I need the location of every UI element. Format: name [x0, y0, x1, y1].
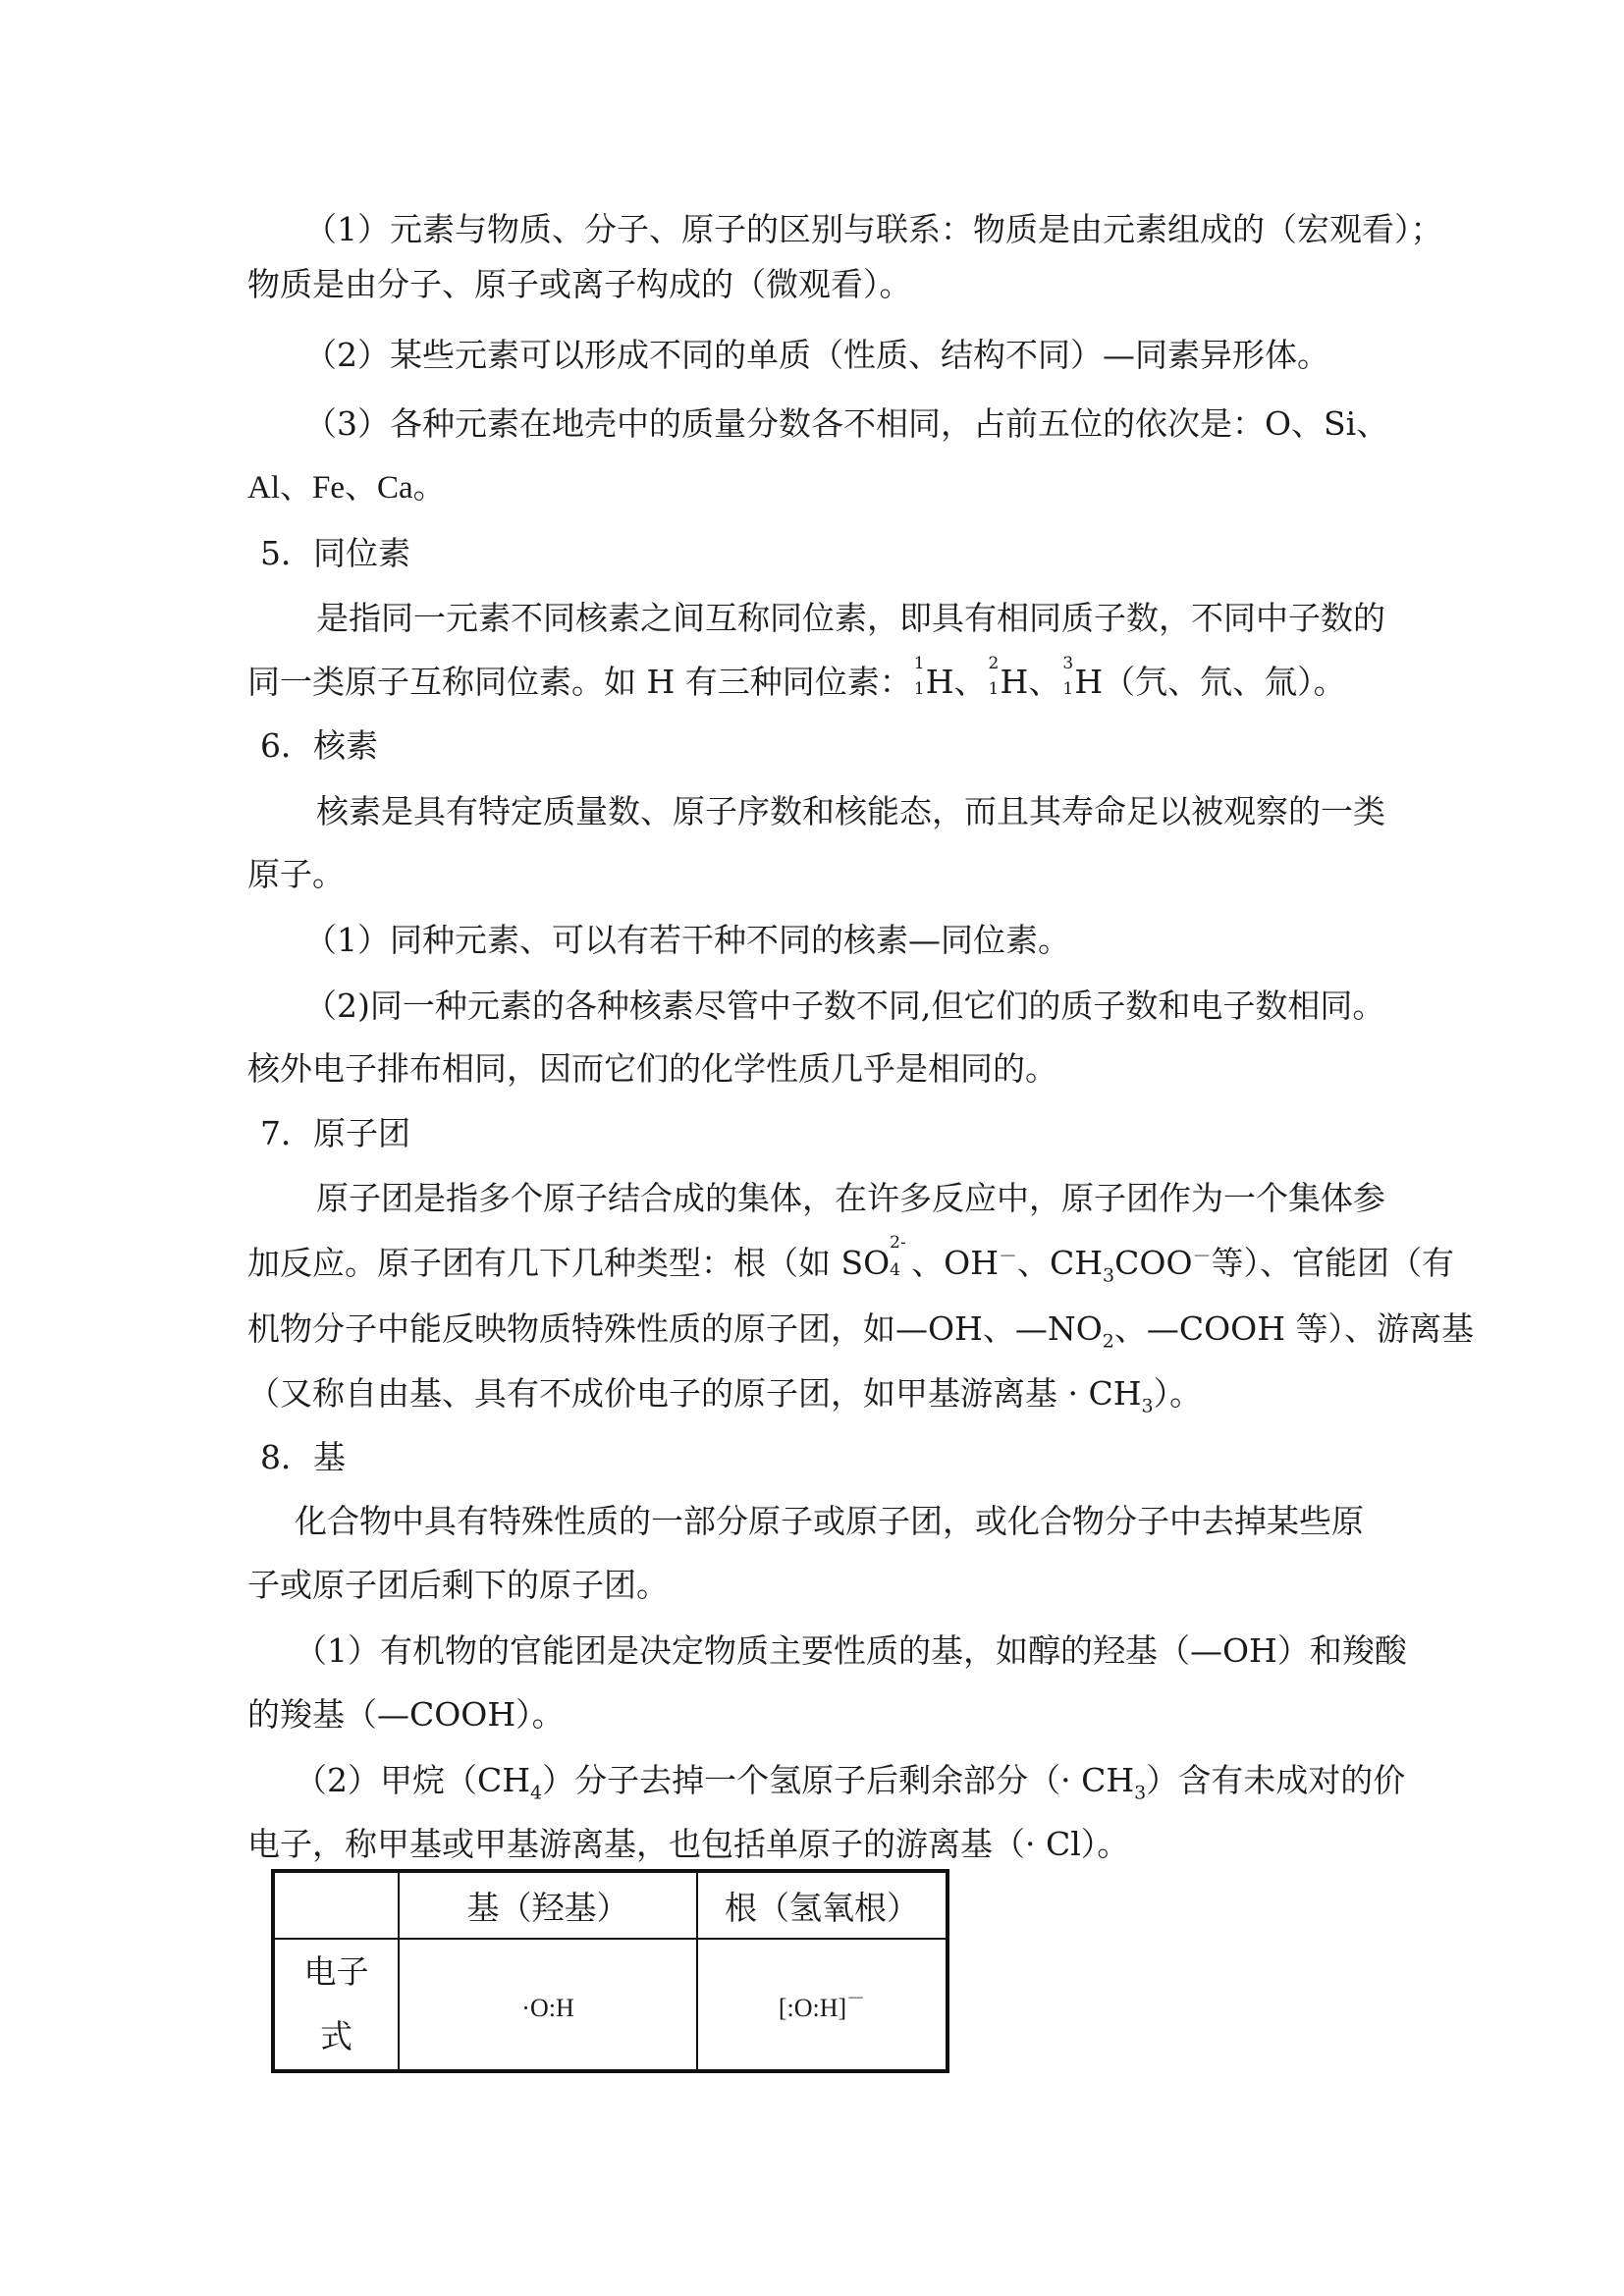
ion-charge: － [999, 1246, 1018, 1267]
paragraph-line: （3）各种元素在地壳中的质量分数各不相同，占前五位的依次是：O、Si、 [304, 404, 1389, 443]
paragraph-line: Al、Fe、Ca。 [247, 470, 446, 506]
paragraph-line: （1）元素与物质、分子、原子的区别与联系：物质是由元素组成的（宏观看）； [304, 210, 1443, 248]
paragraph-line: （2)同一种元素的各种核素尽管中子数不同,但它们的质子数和电子数相同。 [304, 987, 1385, 1025]
ion-charge: － [1192, 1246, 1212, 1267]
text-run: H、 [925, 663, 987, 701]
text-run: 、OH [911, 1244, 999, 1282]
atomic-number: 1 [988, 679, 1000, 699]
paragraph-line: 核素是具有特定质量数、原子序数和核能态，而且其寿命足以被观察的一类 [316, 792, 1385, 830]
isotope-notation [987, 654, 1001, 699]
text-run: H（氕、氘、氚）。 [1074, 663, 1346, 701]
section-heading: 5．同位素 [260, 534, 410, 572]
paragraph-line: 子或原子团后剩下的原子团。 [247, 1566, 669, 1604]
row-label-line: 电子 [303, 1952, 369, 1991]
atomic-number: 1 [913, 679, 925, 699]
mass-number: 1 [913, 654, 925, 673]
section-heading: 6．核素 [260, 726, 378, 765]
ion-notation [890, 1233, 911, 1280]
hydroxyl-electron-formula [399, 1939, 697, 2071]
table-row-label [273, 1939, 399, 2071]
paragraph-line: （1）有机物的官能团是决定物质主要性质的基，如醇的羟基（—OH）和羧酸 [295, 1631, 1407, 1670]
table-header-hydroxyl: 基（羟基） [399, 1871, 697, 1939]
section-heading: 7．原子团 [260, 1114, 410, 1152]
paragraph-line: 是指同一元素不同核素之间互称同位素，即具有相同质子数，不同中子数的 [316, 599, 1385, 637]
text-run: 机物分子中能反映物质特殊性质的原子团，如—OH、—NO [247, 1309, 1103, 1348]
electron-formula-table [271, 1869, 949, 2073]
ion-charge: － [846, 1987, 866, 2009]
text-run: H、 [1000, 663, 1061, 701]
subscript: 2 [1102, 1330, 1114, 1353]
paragraph-line [247, 654, 1386, 704]
text-run: 加反应。原子团有几下几种类型：根（如 SO [247, 1244, 891, 1282]
paragraph-line [295, 1759, 1434, 1802]
text-run: ）含有未成对的价 [1146, 1761, 1406, 1799]
table-header-hydroxide: 根（氢氧根） [697, 1871, 947, 1939]
lewis-structure: [:O:H] [778, 1993, 847, 2022]
subscript: 3 [1103, 1264, 1115, 1287]
table-corner-cell [273, 1871, 399, 1939]
paragraph-line [247, 1372, 1386, 1415]
row-label-line: 式 [320, 2017, 352, 2056]
text-run: COO [1114, 1244, 1193, 1282]
subscript: 4 [530, 1782, 543, 1804]
paragraph-line: 电子，称甲基或甲基游离基，也包括单原子的游离基（· Cl）。 [247, 1825, 1130, 1863]
mass-number: 2 [988, 654, 1000, 673]
paragraph-line: 化合物中具有特殊性质的一部分原子或原子团，或化合物分子中去掉某些原 [295, 1502, 1364, 1540]
paragraph-line [247, 1233, 1455, 1287]
subscript: 4 [890, 1260, 900, 1280]
lewis-structure: ·O:H [521, 1993, 574, 2022]
text-run: 、CH [1017, 1244, 1104, 1282]
text-run: （2）甲烷（CH [295, 1761, 531, 1799]
mass-number: 3 [1062, 654, 1074, 673]
hydroxide-electron-formula [697, 1939, 947, 2071]
paragraph-line [247, 1308, 1474, 1353]
text-run: ）。 [1153, 1374, 1203, 1413]
paragraph-line: 原子团是指多个原子结合成的集体，在许多反应中，原子团作为一个集体参 [316, 1179, 1385, 1217]
text-run: ）分子去掉一个氢原子后剩余部分（· CH [542, 1761, 1135, 1799]
paragraph-line: 原子。 [247, 855, 345, 893]
subscript: 3 [1141, 1395, 1154, 1417]
text-run: 、—COOH 等）、游离基 [1113, 1309, 1474, 1348]
text-run: 等）、官能团（有 [1211, 1244, 1455, 1282]
section-heading: 8．基 [260, 1438, 346, 1476]
isotope-notation [1060, 654, 1074, 699]
paragraph-line: 的羧基（—COOH）。 [247, 1695, 565, 1734]
isotope-notation [912, 654, 926, 699]
paragraph-line: （1）同种元素、可以有若干种不同的核素—同位素。 [304, 921, 1070, 959]
paragraph-line: 核外电子排布相同，因而它们的化学性质几乎是相同的。 [247, 1049, 1057, 1088]
paragraph-line: 物质是由分子、原子或离子构成的（微观看）。 [247, 265, 912, 303]
table-header-row [273, 1871, 947, 1939]
atomic-number: 1 [1062, 679, 1074, 699]
ion-charge: 2- [890, 1233, 906, 1253]
text-run: 同一类原子互称同位素。如 H 有三种同位素： [247, 663, 912, 701]
subscript: 3 [1134, 1782, 1147, 1804]
paragraph-line: （2）某些元素可以形成不同的单质（性质、结构不同）—同素异形体。 [304, 336, 1329, 374]
table-row [273, 1939, 947, 2071]
text-run: （又称自由基、具有不成价电子的原子团，如甲基游离基 · CH [247, 1374, 1142, 1413]
